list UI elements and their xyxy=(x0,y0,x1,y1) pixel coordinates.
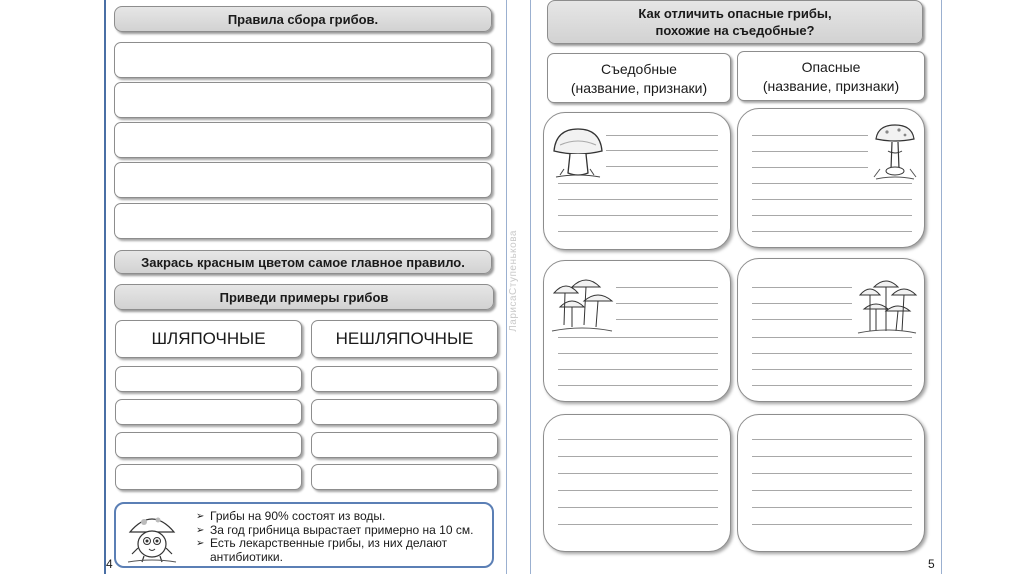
uncapped-example-2[interactable] xyxy=(311,399,498,425)
fact-item: ➢ Есть лекарственные грибы, из них делают антибиотики. xyxy=(196,537,496,564)
facts-box xyxy=(114,502,494,568)
edible-mushroom-cluster-icon xyxy=(550,273,614,335)
capped-example-2[interactable] xyxy=(115,399,302,425)
color-instruction: Закрась красным цветом самое главное правило. xyxy=(114,250,492,274)
rule-line-2[interactable] xyxy=(114,82,492,118)
uncapped-example-1[interactable] xyxy=(311,366,498,392)
fact-item: ➢ Грибы на 90% состоят из воды. xyxy=(196,510,496,524)
dangerous-card-3[interactable] xyxy=(737,414,925,552)
poisonous-mushroom-cluster-icon xyxy=(856,273,918,337)
edible-sublabel: (название, признаки) xyxy=(570,80,708,96)
capped-column-header: ШЛЯПОЧНЫЕ xyxy=(115,320,302,358)
uncapped-example-4[interactable] xyxy=(311,464,498,490)
rules-title: Правила сбора грибов. xyxy=(114,6,492,32)
right-title-line-2: похожие на съедобные? xyxy=(655,23,815,38)
uncapped-column-header: НЕШЛЯПОЧНЫЕ xyxy=(311,320,498,358)
right-page xyxy=(530,0,942,574)
dangerous-card-2[interactable] xyxy=(737,258,925,402)
rule-line-1[interactable] xyxy=(114,42,492,78)
uncapped-example-3[interactable] xyxy=(311,432,498,458)
edible-card-2[interactable] xyxy=(543,260,731,402)
rule-line-4[interactable] xyxy=(114,162,492,198)
page-number-right: 5 xyxy=(928,557,935,571)
dangerous-header xyxy=(737,51,925,101)
capped-example-1[interactable] xyxy=(115,366,302,392)
dangerous-label: Опасные xyxy=(801,59,861,75)
edible-mushroom-icon xyxy=(550,123,606,181)
right-title xyxy=(547,0,923,44)
edible-card-3[interactable] xyxy=(543,414,731,552)
facts-list xyxy=(196,510,496,564)
capped-example-3[interactable] xyxy=(115,432,302,458)
edible-label: Съедобные xyxy=(601,61,677,77)
edible-card-1[interactable] xyxy=(543,112,731,250)
left-page xyxy=(104,0,507,574)
mushroom-character-icon xyxy=(124,508,180,564)
poisonous-mushroom-icon xyxy=(872,121,918,181)
dangerous-sublabel: (название, признаки) xyxy=(762,78,900,94)
examples-title: Приведи примеры грибов xyxy=(114,284,494,310)
page-number-left: 4 xyxy=(106,557,113,571)
capped-example-4[interactable] xyxy=(115,464,302,490)
rule-line-3[interactable] xyxy=(114,122,492,158)
right-title-line-1: Как отличить опасные грибы, xyxy=(638,6,832,21)
dangerous-card-1[interactable] xyxy=(737,108,925,248)
edible-header xyxy=(547,53,731,103)
watermark: ЛарисаСтупенькова xyxy=(508,230,519,332)
fact-item: ➢ За год грибница вырастает примерно на 10 см. xyxy=(196,524,496,538)
rule-line-5[interactable] xyxy=(114,203,492,239)
